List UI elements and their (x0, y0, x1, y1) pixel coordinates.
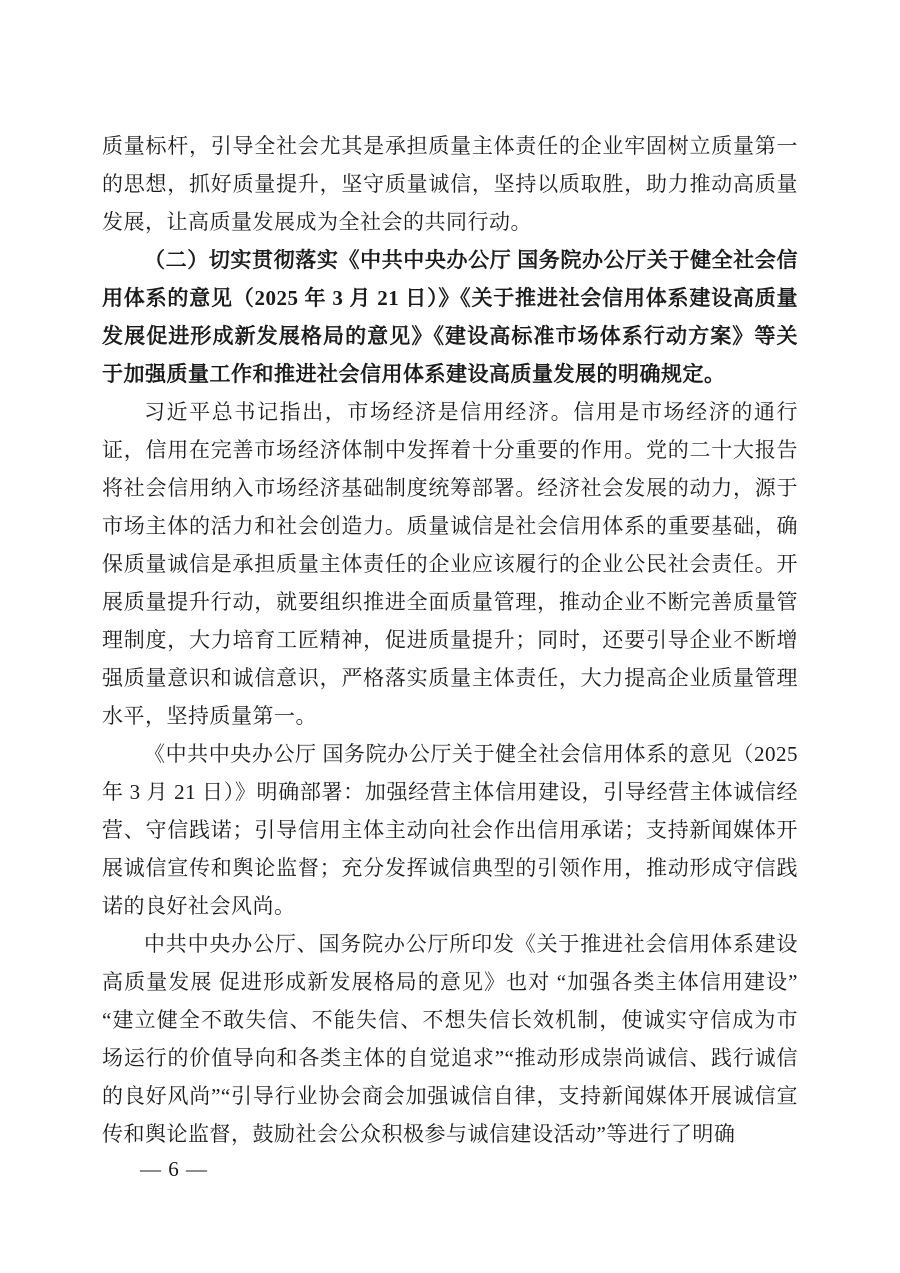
paragraph: 中共中央办公厅、国务院办公厅所印发《关于推进社会信用体系建设高质量发展 促进形成新发展格局的意见》也对 “加强各类主体信用建设”“建立健全不敢失信、不能失信、不想失信长效机制，使诚实守信成为市场运行的价值导向和各类主体的自觉追求”“推动形成崇尚诚信、践行诚信的良好风尚”“引导行业协会商会加强诚信自律，支持新闻媒体开展诚信宣传和舆论监督，鼓励社会公众积极参与诚信建设活动”等进行了明确 (102, 932, 798, 1146)
paragraph: 习近平总书记指出，市场经济是信用经济。信用是市场经济的通行证，信用在完善市场经济体制中发挥着十分重要的作用。党的二十大报告将社会信用纳入市场经济基础制度统筹部署。经济社会发展的动力，源于市场主体的活力和社会创造力。质量诚信是社会信用体系的重要基础，确保质量诚信是承担质量主体责任的企业应该履行的企业公民社会责任。开展质量提升行动，就要组织推进全面质量管理，推动企业不断完善质量管理制度，大力培育工匠精神，促进质量提升；同时，还要引导企业不断增强质量意识和诚信意识，严格落实质量主体责任，大力提高企业质量管理水平，坚持质量第一。 (102, 400, 798, 728)
paragraph: 《中共中央办公厅 国务院办公厅关于健全社会信用体系的意见（2025 年 3 月 21 日）》明确部署：加强经营主体信用建设，引导经营主体诚信经营、守信践诺；引导信用主体主动向社会作出信用承诺；支持新闻媒体开展诚信宣传和舆论监督；充分发挥诚信典型的引领作用，推动形成守信践诺的良好社会风尚。 (102, 742, 798, 918)
page-number: — 6 — (140, 1157, 208, 1181)
paragraph-continuation: 质量标杆，引导全社会尤其是承担质量主体责任的企业牢固树立质量第一的思想，抓好质量提升，坚守质量诚信，坚持以质取胜，助力推动高质量发展，让高质量发展成为全社会的共同行动。 (102, 134, 798, 234)
document-body (102, 127, 798, 1153)
paragraph-section-heading: （二）切实贯彻落实《中共中央办公厅 国务院办公厅关于健全社会信用体系的意见（2025 年 3 月 21 日）》《关于推进社会信用体系建设高质量发展促进形成新发展格局的意见》《建设高标准市场体系行动方案》等关于加强质量工作和推进社会信用体系建设高质量发展的明确规定。 (102, 248, 798, 386)
